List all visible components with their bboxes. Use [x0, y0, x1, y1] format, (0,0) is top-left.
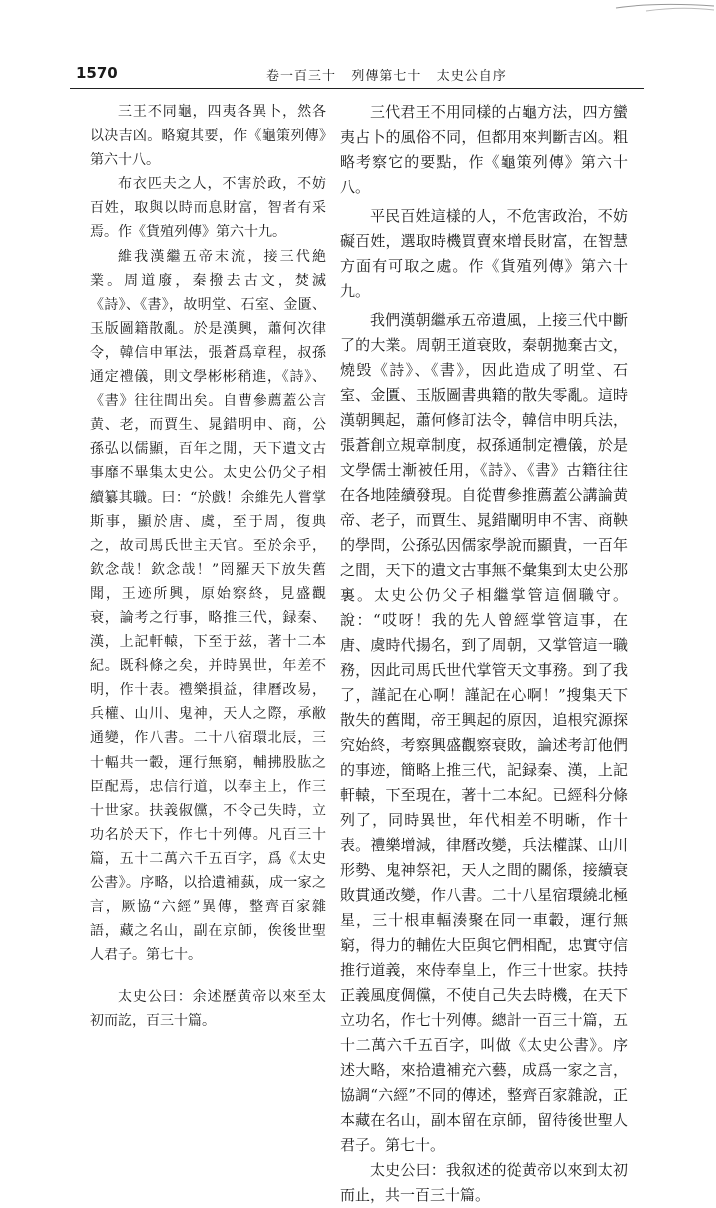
translation-paragraph: 平民百姓這樣的人，不危害政治，不妨礙百姓，選取時機買賣來增長財富，在智慧方面有可取之處。作《貨殖列傳》第六十九。 — [340, 207, 628, 300]
translation-paragraph: 三代君王不用同樣的占龜方法，四方蠻夷占卜的風俗不同，但都用來判斷吉凶。粗略考察它的要點，作《龜策列傳》第六十八。 — [340, 103, 628, 196]
running-head: 卷一百三十 列傳第七十 太史公自序 — [266, 69, 507, 84]
page-number: 1570 — [76, 64, 118, 82]
page-header — [70, 62, 644, 89]
translation-column — [340, 100, 628, 1208]
translation-paragraph: 我們漢朝繼承五帝遺風，上接三代中斷了的大業。周朝王道衰敗，秦朝拋棄古文，燒毁《詩》、《書》，因此造成了明堂、石室、金匱、玉版圖書典籍的散失零亂。這時漢朝興起，蕭何修訂法令，韓信申明兵法，張蒼創立規章制度，叔孫通制定禮儀，於是文學儒士漸被任用，《詩》、《書》古籍往往在各地陸續發現。自從曹參推薦蓋公講論黄帝、老子，而賈生、晁錯闡明申不害、商鞅的學問，公孫弘因儒家學說而顯貴，一百年之間，天下的遺文古事無不彙集到太史公那裏。太史公仍父子相繼掌管這個職守。說：“哎呀！我的先人曾經掌管這事，在唐、虞時代揚名，到了周朝，又掌管這一職務，因此司馬氏世代掌管天文事務。到了我了，謹記在心啊！謹記在心啊！”搜集天下散失的舊聞，帝王興起的原因，追根究源探究始終，考察興盛觀察衰敗，論述考訂他們的事迹，簡略上推三代，記録秦、漢，上記軒轅，下至現在，著十二本紀。已經科分條列了，同時異世，年代相差不明晰，作十表。禮樂增減，律曆改變，兵法權謀、山川形勢、鬼神祭祀，天人之間的關係，接續衰敗貫通改變，作八書。二十八星宿環繞北極星，三十根車輻湊聚在同一車轂，運行無窮，得力的輔佐大臣與它們相配，忠實守信推行道義，來侍奉皇上，作三十世家。扶持正義風度倜儻，不使自己失去時機，在天下立功名，作七十列傳。總計一百三十篇，五十二萬六千五百字，叫做《太史公書》。序述大略，來拾遺補充六藝，成爲一家之言，協調“六經”不同的傳述，整齊百家雜說，正本藏在名山，副本留在京師，留待後世聖人君子。第七十。 — [340, 311, 628, 1154]
classical-paragraph: 三王不同龜，四夷各異卜，然各以决吉凶。略窺其要，作《龜策列傳》第六十八。 — [90, 104, 326, 169]
scan-corner-mark — [596, 0, 716, 14]
classical-text-column — [90, 100, 326, 1034]
translation-paragraph: 太史公曰：我叙述的從黄帝以來到太初而止，共一百三十篇。 — [340, 1161, 628, 1204]
classical-paragraph: 太史公曰：余述歷黄帝以來至太初而訖，百三十篇。 — [90, 989, 326, 1030]
classical-paragraph: 布衣匹夫之人，不害於政，不妨百姓，取與以時而息財富，智者有采焉。作《貨殖列傳》第六十九。 — [90, 176, 326, 241]
classical-paragraph: 維我漢繼五帝末流，接三代絶業。周道廢，秦撥去古文，焚滅《詩》、《書》，故明堂、石室、金匱、玉版圖籍散亂。於是漢興，蕭何次律令，韓信申軍法，張蒼爲章程，叔孫通定禮儀，則文學彬彬稍進，《詩》、《書》往往間出矣。自曹參薦蓋公言黄、老，而賈生、晁錯明申、商，公孫弘以儒顯，百年之閒，天下遺文古事靡不畢集太史公。太史公仍父子相續纂其職。曰：“於戲！余維先人嘗掌斯事，顯於唐、虞，至于周，復典之，故司馬氏世主天官。至於余乎，欽念哉！欽念哉！”罔羅天下放失舊聞，王迹所興，原始察終，見盛觀衰，論考之行事，略推三代，録秦、漢，上記軒轅，下至于兹，著十二本紀。既科條之矣，并時異世，年差不明，作十表。禮樂損益，律曆改易，兵權、山川、鬼神，天人之際，承敝通變，作八書。二十八宿環北辰，三十輻共一轂，運行無窮，輔拂股肱之臣配焉，忠信行道，以奉主上，作三十世家。扶義俶儻，不令己失時，立功名於天下，作七十列傳。凡百三十篇，五十二萬六千五百字，爲《太史公書》。序略，以拾遺補蓺，成一家之言，厥協“六經”異傳，整齊百家雜語，藏之名山，副在京師，俟後世聖人君子。第七十。 — [90, 248, 326, 964]
